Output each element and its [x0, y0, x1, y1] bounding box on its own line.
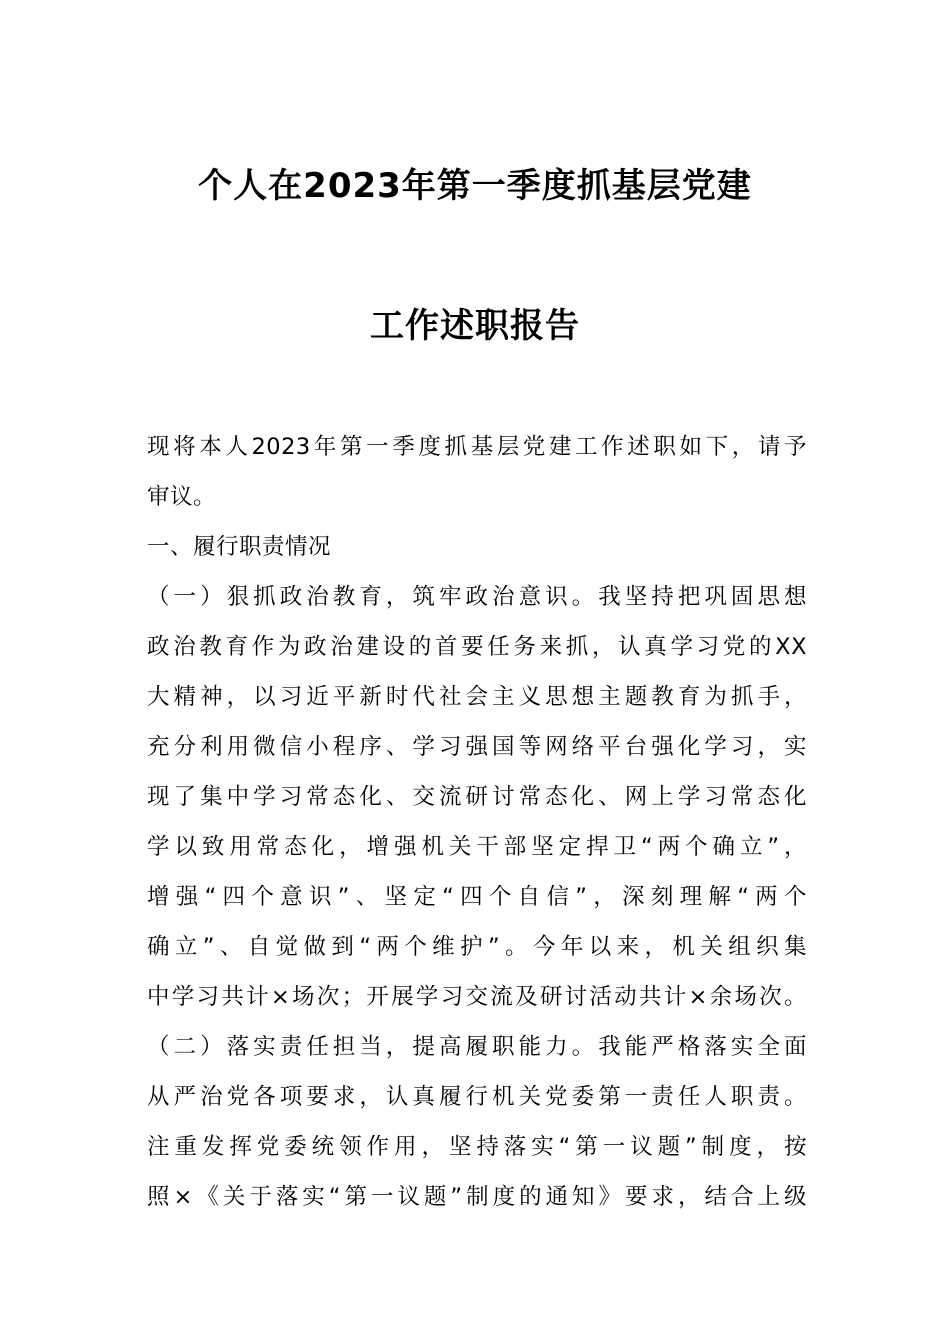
body-line: 增强“四个意识”、坚定“四个自信”，深刻理解“两个 [147, 884, 807, 910]
body-line: 审议。 [147, 484, 217, 510]
document-title-line-2: 工作述职报告 [370, 306, 580, 346]
body-line: 充分利用微信小程序、学习强国等网络平台强化学习，实 [147, 734, 807, 760]
body-line: 现了集中学习常态化、交流研讨常态化、网上学习常态化 [147, 784, 807, 810]
body-line: 照×《关于落实“第一议题”制度的通知》要求，结合上级 [147, 1184, 807, 1210]
body-line: 政治教育作为政治建设的首要任务来抓，认真学习党的XX [147, 634, 807, 660]
body-line: 确立”、自觉做到“两个维护”。今年以来，机关组织集 [147, 934, 807, 960]
document-title-line-1: 个人在2023年第一季度抓基层党建 [198, 166, 752, 206]
body-line: 一、履行职责情况 [147, 534, 332, 560]
body-line: 中学习共计×场次；开展学习交流及研讨活动共计×余场次。 [147, 984, 807, 1010]
body-line: （二）落实责任担当，提高履职能力。我能严格落实全面 [147, 1034, 807, 1060]
body-line: 注重发挥党委统领作用，坚持落实“第一议题”制度，按 [147, 1134, 807, 1160]
body-line: 从严治党各项要求，认真履行机关党委第一责任人职责。 [147, 1084, 807, 1110]
body-line: 现将本人2023年第一季度抓基层党建工作述职如下，请予 [147, 434, 807, 460]
body-line: （一）狠抓政治教育，筑牢政治意识。我坚持把巩固思想 [147, 584, 807, 610]
body-line: 学以致用常态化，增强机关干部坚定捍卫“两个确立”， [147, 834, 807, 860]
body-line: 大精神，以习近平新时代社会主义思想主题教育为抓手， [147, 684, 807, 710]
